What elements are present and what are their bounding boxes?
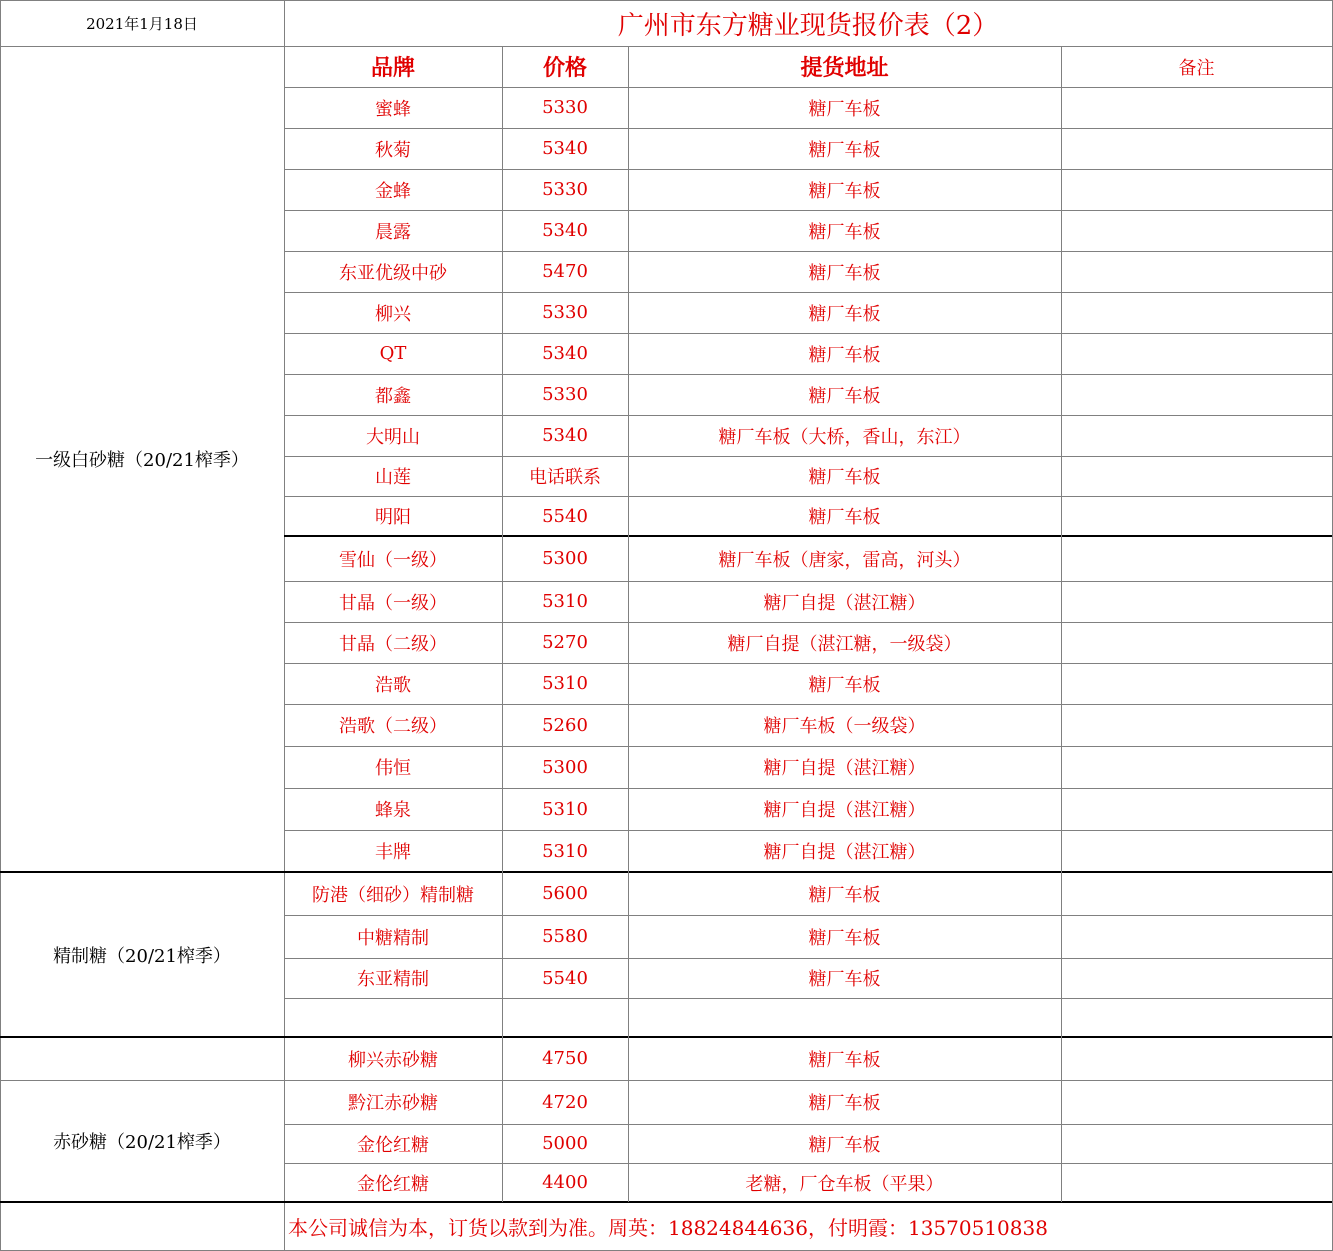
cell-brand: 都鑫 [375,385,411,407]
cell-note [1061,128,1332,169]
cell-note [1061,872,1332,915]
footer-contact: 本公司诚信为本，订货以款到为准。周英：18824844636，付明霞：13570510838 [288,1215,1048,1240]
cell-price: 5330 [542,302,588,323]
cell-brand: 明阳 [375,507,411,528]
cell-address: 糖厂车板 [808,139,881,161]
cell-note [1061,998,1332,1037]
cell-brand: 柳兴 [375,303,411,325]
cell-note [1061,1037,1332,1080]
cell-note [1061,87,1332,128]
cell-note [1061,251,1332,292]
cell-note [1061,415,1332,456]
cell-brand: 大明山 [366,426,420,448]
cell-brand: 浩歌 [375,674,411,696]
cell-brand: 金伦红糖 [357,1173,429,1195]
cell-brand: 中糖精制 [357,927,429,949]
cell-price: 5340 [542,220,588,241]
cell-brand: 黔江赤砂糖 [348,1093,438,1114]
header-address: 提货地址 [800,55,889,81]
cell-address: 糖厂车板 [808,221,881,243]
cell-note [1061,456,1332,496]
cell-note [1061,788,1332,830]
cell-price: 5540 [542,967,588,989]
header-price: 价格 [542,55,587,81]
cell-address: 糖厂车板 [808,507,881,528]
cell-price: 5310 [542,673,588,694]
cell-note [1061,581,1332,622]
cell-address: 糖厂自提（湛江糖，一级袋） [727,633,962,655]
cell-brand: 秋菊 [375,139,411,161]
category-label: 精制糖（20/21榨季） [53,945,231,967]
cell-address: 糖厂车板 [808,674,881,696]
cell-price: 5540 [542,505,588,527]
cell-note [1061,622,1332,663]
cell-brand [284,998,502,1037]
cell-note [1061,958,1332,998]
cell-brand: 山莲 [375,467,411,488]
cell-price: 5300 [542,756,588,778]
cell-price: 5310 [542,798,588,820]
cell-brand: 蜜蜂 [375,98,411,120]
cell-brand: 雪仙（一级） [339,549,447,571]
cell-price: 5330 [542,384,588,405]
cell-address: 糖厂自提（湛江糖） [763,842,926,863]
cell-address: 糖厂车板（一级袋） [763,716,926,737]
header-note: 备注 [1178,57,1215,79]
header-brand: 品牌 [370,55,415,81]
cell-address: 糖厂车板（大桥，香山，东江） [718,426,971,448]
cell-note [1061,333,1332,374]
cell-address: 糖厂自提（湛江糖） [763,592,926,614]
cell-address: 糖厂车板 [808,385,881,407]
cell-price [502,998,628,1037]
cell-note [1061,496,1332,536]
cell-price: 5470 [542,261,588,282]
cell-brand: 东亚精制 [357,969,429,990]
cell-address: 老糖，厂仓车板（平果） [745,1173,944,1195]
cell-brand: 防港（细砂）精制糖 [312,884,474,906]
cell-price: 4720 [542,1091,588,1113]
cell-note [1061,1080,1332,1124]
cell-note [1061,830,1332,872]
cell-price: 4750 [542,1048,588,1069]
cell-price: 5000 [542,1133,588,1154]
cell-address: 糖厂车板 [808,969,881,990]
cell-note [1061,746,1332,788]
cell-address: 糖厂自提（湛江糖） [763,758,926,779]
cell-price: 5600 [542,883,588,904]
cell-address: 糖厂车板 [808,98,881,120]
cell-brand: QT [379,343,407,364]
cell-brand: 甘晶（二级） [339,633,447,655]
cell-note [1061,704,1332,746]
cell-brand: 晨露 [375,221,411,243]
cell-note [1061,536,1332,581]
cell-price: 5330 [542,97,588,118]
cell-price: 5270 [542,632,588,653]
cell-note [1061,210,1332,251]
cell-note [1061,292,1332,333]
cell-price: 5310 [542,591,588,612]
cell-price: 5330 [542,179,588,200]
cell-address: 糖厂车板（唐家，雷高，河头） [718,549,971,571]
date-cell: 2021年1月18日 [86,14,198,33]
cell-brand: 丰牌 [375,842,411,863]
cell-address [628,998,1061,1037]
cell-brand: 金伦红糖 [357,1134,429,1156]
cell-note [1061,663,1332,704]
cell-address: 糖厂车板 [808,884,881,906]
cell-brand: 伟恒 [375,758,411,779]
cell-address: 糖厂车板 [808,467,881,488]
cell-address: 糖厂车板 [808,344,881,366]
cell-address: 糖厂车板 [808,180,881,202]
cell-note [1061,1124,1332,1163]
cell-price: 5340 [542,343,588,364]
cell-note [1061,1163,1332,1202]
cell-note [1061,374,1332,415]
cell-price: 5580 [542,926,588,947]
category-label: 一级白砂糖（20/21榨季） [35,450,249,471]
category-label: 赤砂糖（20/21榨季） [53,1132,231,1153]
cell-address: 糖厂车板 [808,1134,881,1156]
cell-brand: 浩歌（二级） [339,716,447,737]
cell-price: 电话联系 [529,467,601,488]
cell-brand: 金蜂 [375,180,411,202]
cell-address: 糖厂车板 [808,262,881,284]
cell-address: 糖厂车板 [808,927,881,949]
cell-address: 糖厂车板 [808,1049,881,1071]
category-label [0,1037,284,1080]
cell-address: 糖厂自提（湛江糖） [763,800,926,821]
cell-price: 5340 [542,425,588,446]
cell-brand: 甘晶（一级） [339,592,447,614]
cell-brand: 柳兴赤砂糖 [348,1049,438,1071]
cell-price: 4400 [542,1172,588,1193]
cell-note [1061,169,1332,210]
cell-brand: 蜂泉 [375,800,411,821]
cell-price: 5300 [542,548,588,569]
cell-brand: 东亚优级中砂 [339,262,447,284]
cell-price: 5260 [542,714,588,736]
sheet-title: 广州市东方糖业现货报价表（2） [617,10,999,41]
cell-address: 糖厂车板 [808,303,881,325]
cell-price: 5310 [542,840,588,862]
cell-note [1061,915,1332,958]
cell-address: 糖厂车板 [808,1093,881,1114]
cell-price: 5340 [542,138,588,159]
